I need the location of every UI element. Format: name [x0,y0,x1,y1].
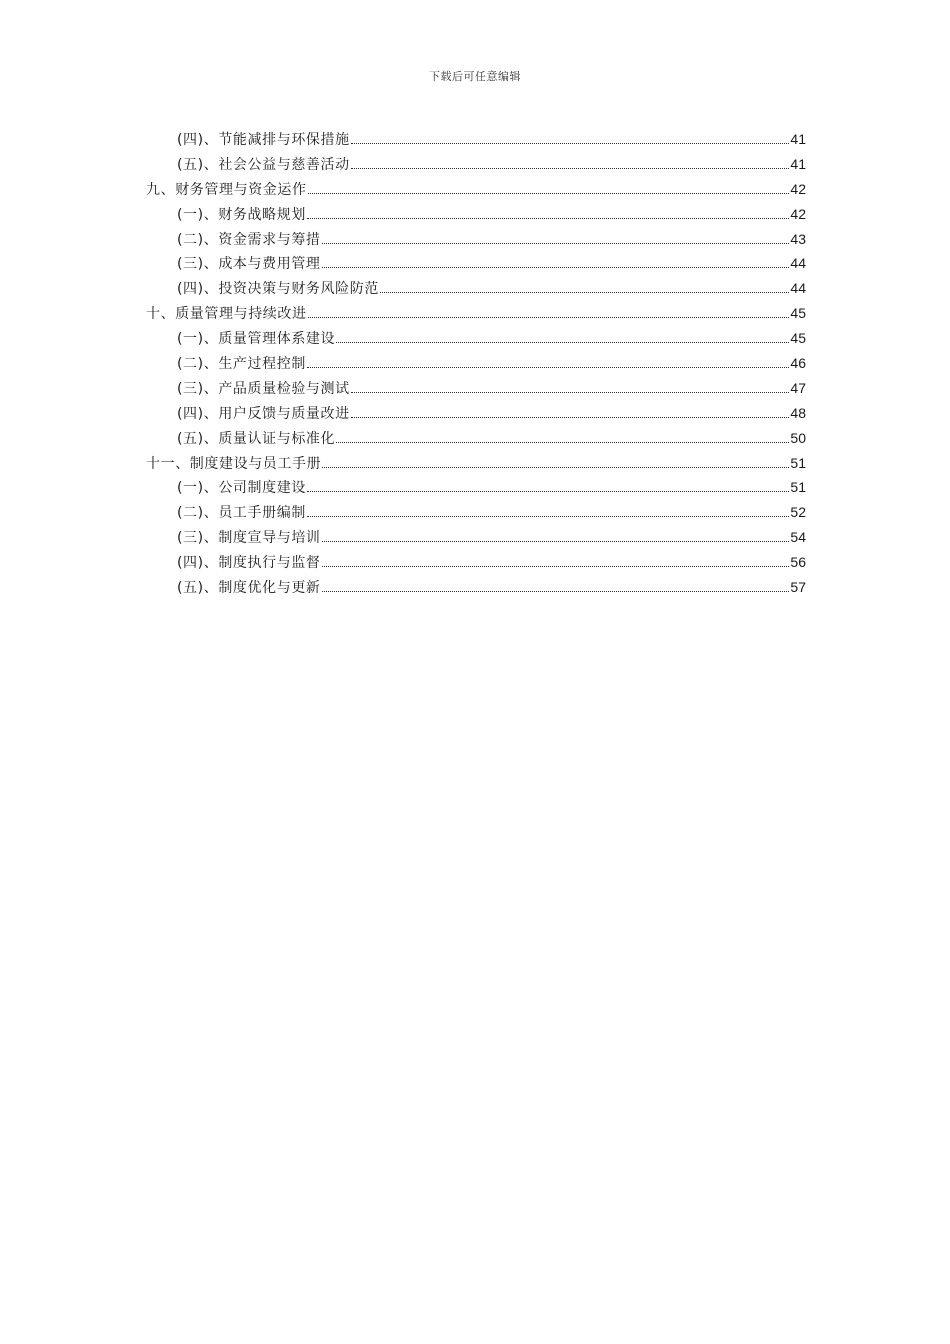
toc-dot-leader [308,306,790,318]
toc-dot-leader [308,182,790,194]
toc-dot-leader [322,232,790,244]
toc-entry-label: (五)、制度优化与更新 [177,580,321,597]
toc-page-number: 56 [790,554,806,571]
toc-entry-label: (一)、公司制度建设 [177,480,306,497]
toc-dot-leader [307,207,789,219]
toc-dot-leader [351,157,790,169]
toc-dot-leader [336,331,789,343]
toc-entry-label: 九、财务管理与资金运作 [146,181,307,198]
toc-entry-label: (一)、质量管理体系建设 [177,331,336,348]
toc-entry-label: (三)、成本与费用管理 [177,256,321,273]
toc-dot-leader [322,456,789,468]
toc-entry-label: (二)、资金需求与筹措 [177,231,321,248]
toc-entry[interactable] [146,326,806,351]
toc-entry[interactable] [146,227,806,252]
toc-page-number: 44 [790,280,806,297]
toc-entry-label: 十、质量管理与持续改进 [146,306,307,323]
toc-dot-leader [307,505,789,517]
toc-page-number: 46 [790,355,806,372]
toc-entry-label: (一)、财务战略规划 [177,206,306,223]
toc-entry[interactable] [146,251,806,276]
toc-dot-leader [351,381,790,393]
toc-dot-leader [322,530,790,542]
toc-dot-leader [380,281,789,293]
toc-entry-label: (五)、社会公益与慈善活动 [177,156,350,173]
toc-entry-label: (五)、质量认证与标准化 [177,430,336,447]
toc-dot-leader [322,580,790,592]
toc-entry-label: (三)、制度宣导与培训 [177,530,321,547]
toc-entry[interactable] [146,301,806,326]
toc-entry[interactable] [146,376,806,401]
toc-entry-label: (四)、制度执行与监督 [177,555,321,572]
toc-entry[interactable] [146,276,806,301]
toc-entry[interactable] [146,475,806,500]
toc-entry[interactable] [146,152,806,177]
toc-page-number: 52 [790,504,806,521]
toc-page-number: 47 [790,379,806,396]
toc-entry[interactable] [146,401,806,426]
toc-page-number: 51 [790,479,806,496]
toc-dot-leader [307,480,789,492]
toc-entry[interactable] [146,177,806,202]
toc-entry[interactable] [146,525,806,550]
toc-entry-label: (四)、用户反馈与质量改进 [177,405,350,422]
toc-page-number: 45 [790,305,806,322]
toc-dot-leader [322,555,790,567]
toc-page-number: 41 [790,155,806,172]
toc-dot-leader [351,406,790,418]
toc-entry-label: (二)、生产过程控制 [177,356,306,373]
toc-page-number: 48 [790,404,806,421]
toc-dot-leader [336,431,789,443]
toc-entry[interactable] [146,550,806,575]
toc-page-number: 45 [790,330,806,347]
toc-entry-label: (二)、员工手册编制 [177,505,306,522]
toc-entry-label: (四)、投资决策与财务风险防范 [177,281,379,298]
toc-entry[interactable] [146,351,806,376]
toc-entry[interactable] [146,451,806,476]
toc-page-number: 44 [790,255,806,272]
toc-entry[interactable] [146,127,806,152]
toc-page-number: 42 [790,180,806,197]
toc-page-number: 41 [790,131,806,147]
toc-dot-leader [322,256,790,268]
table-of-contents [146,127,806,600]
toc-page-number: 50 [790,429,806,446]
toc-page-number: 51 [790,454,806,471]
toc-page-number: 43 [790,230,806,247]
toc-page-number: 54 [790,529,806,546]
toc-entry[interactable] [146,202,806,227]
toc-page-number: 57 [790,579,806,596]
toc-entry-label: 十一、制度建设与员工手册 [146,455,322,472]
toc-entry[interactable] [146,500,806,525]
header-note: 下载后可任意编辑 [429,70,521,83]
toc-entry[interactable] [146,575,806,600]
toc-dot-leader [351,132,790,144]
toc-entry-label: (三)、产品质量检验与测试 [177,380,350,397]
toc-entry[interactable] [146,426,806,451]
toc-dot-leader [307,356,789,368]
toc-page-number: 42 [790,205,806,222]
toc-entry-label: (四)、节能减排与环保措施 [177,132,350,148]
